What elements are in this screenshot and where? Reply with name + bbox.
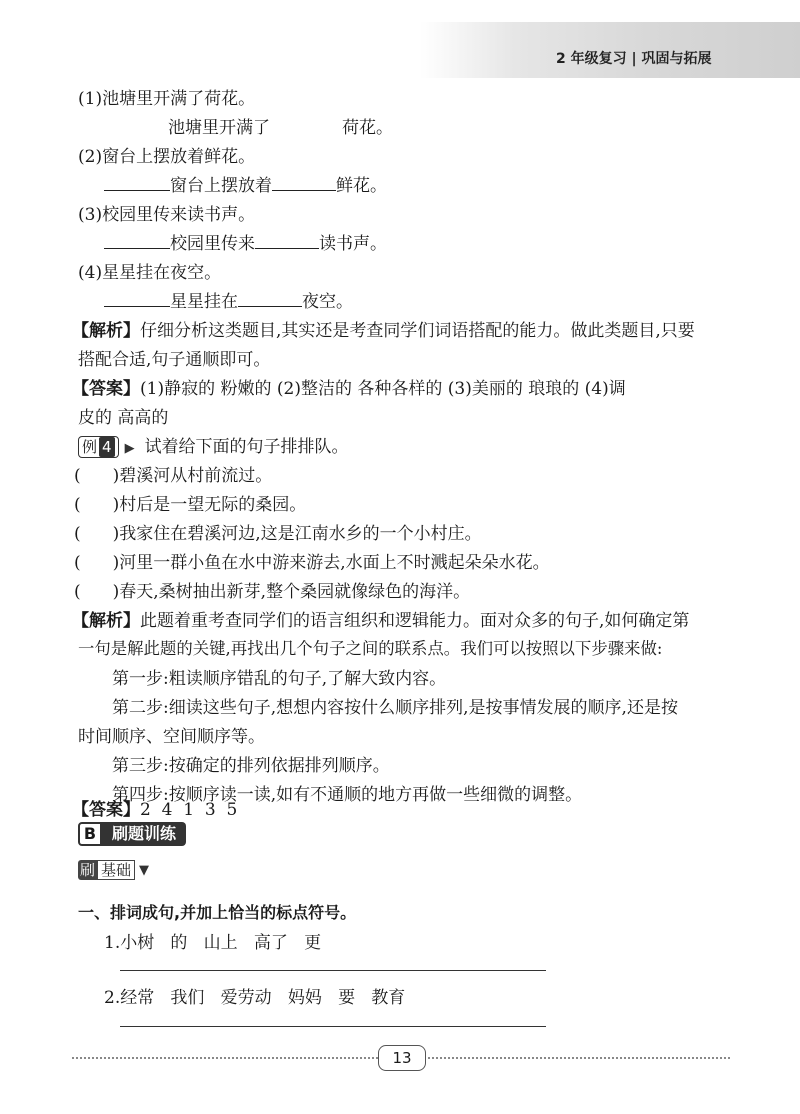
fill-text: 窗台上摆放着 (170, 176, 272, 196)
example-number: 4 (99, 437, 115, 457)
sentence-row (74, 577, 470, 602)
item-1-fill (104, 113, 393, 138)
sentence-row (74, 490, 306, 515)
answer-tag: 【答案】 (72, 800, 140, 820)
answer-1-line-1 (72, 374, 626, 399)
section-label: 刷题训练 (102, 822, 186, 846)
example-4-heading (78, 432, 349, 458)
blank[interactable] (238, 289, 302, 307)
blank[interactable] (104, 289, 170, 307)
question-1-item-2: 2.经常 我们 爱劳动 妈妈 要 教育 (104, 988, 406, 1008)
paren-open: ( (74, 582, 81, 602)
analysis-2-line-1 (72, 606, 689, 631)
analysis-tag: 【解析】 (72, 611, 140, 631)
sentence-row (74, 548, 550, 573)
basic-badge (78, 860, 149, 880)
sentence-row (74, 519, 482, 544)
item-2-fill (104, 171, 387, 196)
analysis-step-continued: 时间顺序、空间顺序等。 (78, 727, 265, 747)
analysis-tag: 【解析】 (72, 321, 140, 341)
analysis-step: 第四步:按顺序读一读,如有不通顺的地方再做一些细微的调整。 (112, 785, 583, 805)
answer-text: 2 4 1 3 5 (140, 800, 238, 820)
fill-text: 读书声。 (319, 234, 387, 254)
answer-line[interactable] (120, 970, 546, 971)
analysis-step: 第二步:细读这些句子,想想内容按什么顺序排列,是按事情发展的顺序,还是按 (112, 698, 678, 718)
sentence-text: )河里一群小鱼在水中游来游去,水面上不时溅起朵朵水花。 (112, 553, 550, 573)
fill-text: 夜空。 (302, 292, 353, 312)
analysis-step: 第一步:粗读顺序错乱的句子,了解大致内容。 (112, 669, 447, 689)
blank[interactable] (104, 116, 168, 133)
paren-open: ( (74, 495, 81, 515)
answer-line[interactable] (120, 1026, 546, 1027)
fill-text: 鲜花。 (336, 176, 387, 196)
item-3-prompt: (3)校园里传来读书声。 (78, 205, 256, 225)
basic-badge-prefix: 刷 (80, 861, 96, 879)
page-number: 13 (378, 1045, 426, 1071)
sentence-row (74, 461, 272, 486)
fill-text: 校园里传来 (170, 234, 255, 254)
analysis-text: 此题着重考查同学们的语言组织和逻辑能力。面对众多的句子,如何确定第 (140, 611, 690, 631)
example-4-prompt: 试着给下面的句子排排队。 (144, 437, 349, 457)
blank[interactable] (104, 173, 170, 191)
running-header: 2 年级复习 | 巩固与拓展 (556, 51, 712, 67)
paren-open: ( (74, 524, 81, 544)
sentence-text: )我家住在碧溪河边,这是江南水乡的一个小村庄。 (112, 524, 482, 544)
paren-open: ( (74, 466, 81, 486)
answer-tag: 【答案】 (72, 379, 140, 399)
analysis-2-line-2: 一句是解此题的关键,再找出几个句子之间的联系点。我们可以按照以下步骤来做: (78, 639, 663, 658)
sentence-text: )村后是一望无际的桑园。 (112, 495, 307, 515)
section-letter: B (78, 822, 102, 846)
example-label: 例 (82, 438, 98, 456)
blank[interactable] (104, 231, 170, 249)
play-triangle-icon: ▶ (124, 441, 135, 456)
paren-open: ( (74, 553, 81, 573)
blank[interactable] (255, 231, 319, 249)
footer-divider-right (424, 1057, 730, 1059)
fill-text: 荷花。 (342, 118, 393, 138)
analysis-1-line-2: 搭配合适,句子通顺即可。 (78, 350, 271, 370)
example-badge (78, 436, 119, 458)
item-3-fill (104, 229, 387, 254)
analysis-1-line-1 (72, 316, 695, 341)
footer-divider-left (72, 1057, 378, 1059)
item-4-fill (104, 287, 353, 312)
question-1-title: 一、排词成句,并加上恰当的标点符号。 (78, 903, 357, 922)
analysis-step: 第三步:按确定的排列依据排列顺序。 (112, 756, 390, 776)
section-b-banner (78, 822, 186, 846)
item-2-prompt: (2)窗台上摆放着鲜花。 (78, 147, 256, 167)
fill-text: 星星挂在 (170, 292, 238, 312)
item-1-prompt: (1)池塘里开满了荷花。 (78, 89, 256, 109)
answer-text: (1)静寂的 粉嫩的 (2)整洁的 各种各样的 (3)美丽的 琅琅的 (4)调 (140, 379, 626, 399)
analysis-text: 仔细分析这类题目,其实还是考查同学们词语搭配的能力。做此类题目,只要 (140, 321, 695, 341)
answer-2 (72, 795, 237, 820)
sentence-text: )碧溪河从村前流过。 (112, 466, 273, 486)
answer-1-line-2: 皮的 高高的 (78, 408, 169, 428)
sentence-text: )春天,桑树抽出新芽,整个桑园就像绿色的海洋。 (112, 582, 471, 602)
item-4-prompt: (4)星星挂在夜空。 (78, 263, 222, 283)
blank[interactable] (272, 173, 336, 191)
blank[interactable] (270, 116, 334, 133)
triangle-down-icon: ▼ (139, 862, 150, 878)
question-1-item-1: 1.小树 的 山上 高了 更 (104, 933, 322, 953)
basic-badge-label: 基础 (97, 860, 135, 880)
fill-text: 池塘里开满了 (168, 118, 270, 138)
